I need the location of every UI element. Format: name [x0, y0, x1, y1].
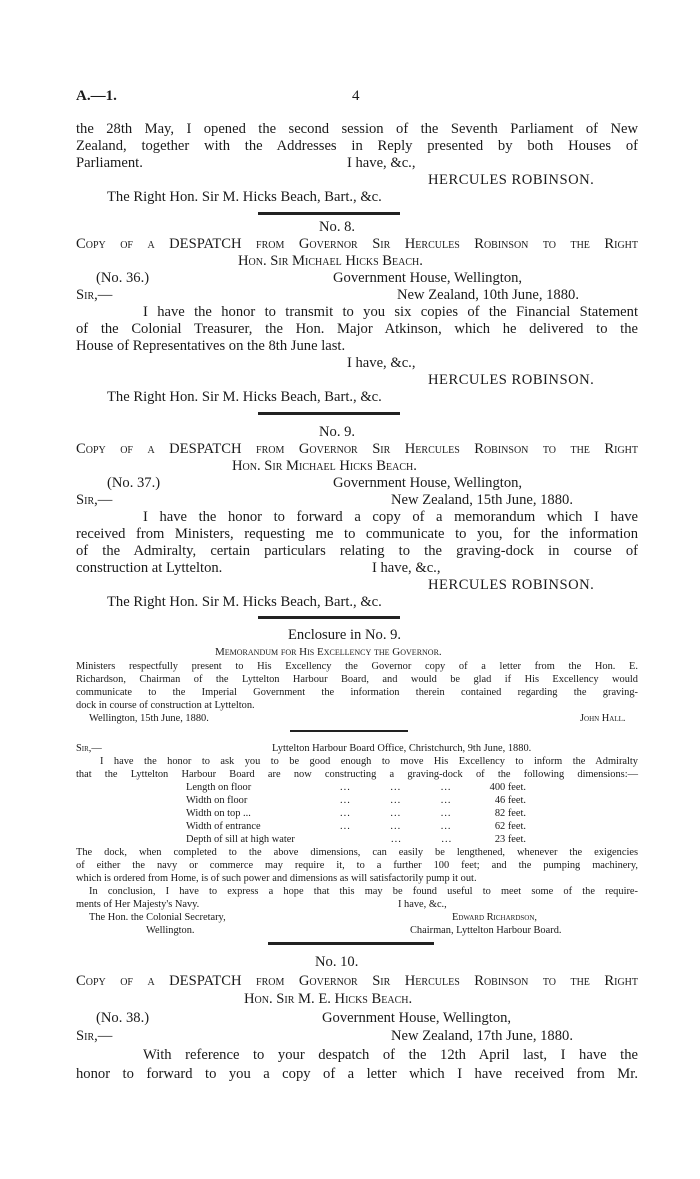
dimension-leader: ... ...: [391, 834, 453, 845]
dimension-leader: ... ... ...: [340, 782, 452, 793]
despatch-signature: HERCULES ROBINSON.: [428, 372, 595, 388]
dimension-leader: ... ... ...: [340, 808, 452, 819]
section-rule: [268, 942, 434, 945]
letter-line: I have the honor to ask you to be good enough to move His Excellency to inform the Admiralty: [100, 756, 638, 767]
dimension-label: Depth of sill at high water: [186, 834, 295, 845]
dimension-value: 62 feet.: [494, 821, 526, 832]
body-line: construction at Lyttelton.: [76, 560, 223, 576]
memo-line: Richardson, Chairman of the Lyttelton Harbour Board, and would be glad if His Excellency would: [76, 674, 638, 685]
despatch-ref: (No. 37.): [107, 475, 161, 491]
despatch-place: Government House, Wellington,: [322, 1010, 512, 1026]
intro-line: the 28th May, I opened the second session of the Seventh Parliament of New: [76, 121, 638, 137]
section-rule: [258, 212, 400, 215]
letter-line: which is ordered from Home, is of such power and dimensions as will satisfactorily pump it out.: [76, 873, 477, 884]
dimension-label: Width on top ...: [186, 808, 251, 819]
letter-line: In conclusion, I have to express a hope that this may be found useful to meet some of the require-: [89, 886, 638, 897]
despatch-date: New Zealand, 15th June, 1880.: [391, 492, 573, 508]
body-line: received from Ministers, requesting me to communicate to you, for the information: [76, 526, 638, 542]
dimension-value: 400 feet.: [489, 782, 526, 793]
despatch-number: No. 9.: [319, 424, 356, 440]
despatch-place: Government House, Wellington,: [333, 270, 523, 286]
despatch-number: No. 8.: [319, 219, 356, 235]
despatch-title: Copy of a DESPATCH from Governor Sir Hercules Robinson to the Right: [76, 236, 638, 252]
dimension-label: Width of entrance: [186, 821, 261, 832]
despatch-date: New Zealand, 10th June, 1880.: [397, 287, 579, 303]
despatch-closing: I have, &c.,: [347, 355, 416, 371]
despatch-ref: (No. 36.): [96, 270, 150, 286]
body-line: I have the honor to transmit to you six copies of the Financial Statement: [143, 304, 638, 320]
despatch-signature: HERCULES ROBINSON.: [428, 577, 595, 593]
memo-line: communicate to the Imperial Government the information therein contained regarding the graving-: [76, 687, 638, 698]
dimension-value: 46 feet.: [494, 795, 526, 806]
body-line: honor to forward to you a copy of a letter which I have received from Mr.: [76, 1066, 638, 1082]
intro-line: Parliament.: [76, 155, 143, 171]
intro-line: Zealand, together with the Addresses in Reply presented by both Houses of: [76, 138, 638, 154]
intro-addressee: The Right Hon. Sir M. Hicks Beach, Bart., &c.: [107, 189, 382, 205]
letter-addressee: Wellington.: [146, 925, 195, 936]
body-line: of the Admiralty, certain particulars relating to the graving-dock in course of: [76, 543, 638, 559]
body-line: of the Colonial Treasurer, the Hon. Major Atkinson, which he delivered to the: [76, 321, 638, 337]
memorandum-heading: Memorandum for His Excellency the Governor.: [215, 646, 442, 658]
despatch-addressee: The Right Hon. Sir M. Hicks Beach, Bart., &c.: [107, 389, 382, 405]
memo-line: Ministers respectfully present to His Excellency the Governor copy of a letter from the Hon. E.: [76, 661, 638, 672]
salutation: Sir,—: [76, 492, 113, 508]
letter-line: of either the navy or commerce may require it, to a further 100 feet; and the pumping machinery,: [76, 860, 638, 871]
despatch-title: Hon. Sir Michael Hicks Beach.: [232, 458, 417, 474]
letter-line: ments of Her Majesty's Navy.: [76, 899, 200, 910]
letter-signer-name: Edward Richardson,: [452, 912, 537, 923]
section-rule: [290, 730, 408, 732]
intro-closing: I have, &c.,: [347, 155, 416, 171]
body-line: With reference to your despatch of the 12th April last, I have the: [143, 1047, 638, 1063]
letter-salutation: Sir,—: [76, 743, 102, 754]
despatch-title: Copy of a DESPATCH from Governor Sir Hercules Robinson to the Right: [76, 973, 638, 989]
body-line: I have the honor to forward a copy of a memorandum which I have: [143, 509, 638, 525]
salutation: Sir,—: [76, 1028, 113, 1044]
letter-line: The dock, when completed to the above dimensions, can easily be lengthened, whenever the exigencies: [76, 847, 638, 858]
despatch-addressee: The Right Hon. Sir M. Hicks Beach, Bart., &c.: [107, 594, 382, 610]
despatch-title: Hon. Sir M. E. Hicks Beach.: [244, 991, 413, 1007]
dimension-leader: ... ... ...: [340, 795, 452, 806]
letter-closing: I have, &c.,: [398, 899, 447, 910]
section-rule: [258, 412, 400, 415]
dimension-label: Width on floor: [186, 795, 248, 806]
letter-signer-title: Chairman, Lyttelton Harbour Board.: [410, 925, 562, 936]
letter-place: Lyttelton Harbour Board Office, Christchurch, 9th June, 1880.: [272, 743, 532, 754]
dimension-label: Length on floor: [186, 782, 252, 793]
despatch-ref: (No. 38.): [96, 1010, 150, 1026]
intro-signature: HERCULES ROBINSON.: [428, 172, 595, 188]
dimension-value: 82 feet.: [494, 808, 526, 819]
letter-line: that the Lyttelton Harbour Board are now constructing a graving-dock of the following dimensions:—: [76, 769, 638, 780]
salutation: Sir,—: [76, 287, 113, 303]
body-line: House of Representatives on the 8th June last.: [76, 338, 346, 354]
page-header: [76, 88, 638, 108]
despatch-closing: I have, &c.,: [372, 560, 441, 576]
page-code: A.—1.: [76, 88, 117, 104]
despatch-place: Government House, Wellington,: [333, 475, 523, 491]
memo-date: Wellington, 15th June, 1880.: [89, 713, 209, 724]
enclosure-title: Enclosure in No. 9.: [288, 627, 402, 643]
despatch-title: Hon. Sir Michael Hicks Beach.: [238, 253, 423, 269]
section-rule: [258, 616, 400, 619]
dimension-value: 23 feet.: [494, 834, 526, 845]
memo-line: dock in course of construction at Lyttelton.: [76, 700, 255, 711]
despatch-title: Copy of a DESPATCH from Governor Sir Hercules Robinson to the Right: [76, 441, 638, 457]
dimension-leader: ... ... ...: [340, 821, 452, 832]
memo-signature: John Hall.: [580, 713, 626, 724]
page-number: 4: [352, 88, 360, 104]
letter-addressee: The Hon. the Colonial Secretary,: [89, 912, 226, 923]
despatch-date: New Zealand, 17th June, 1880.: [391, 1028, 573, 1044]
despatch-number: No. 10.: [315, 954, 359, 970]
